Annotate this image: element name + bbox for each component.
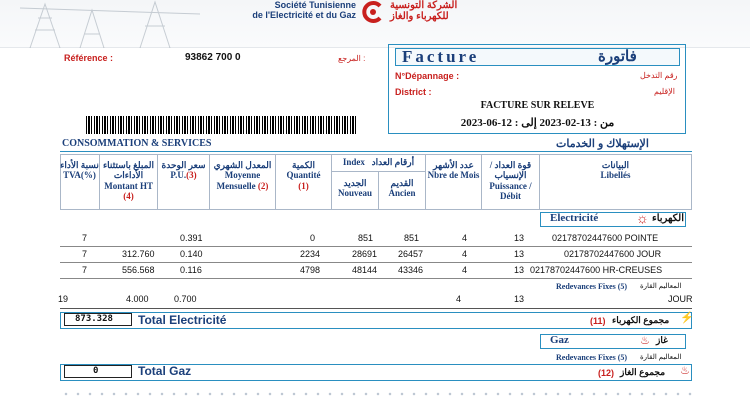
col-ancien: القديم Ancien <box>379 172 426 210</box>
cell-nouveau: 851 <box>358 233 374 243</box>
sun-icon: ☼ <box>636 210 649 226</box>
col-pu: سعر الوحدة P.U.(3) <box>158 154 210 210</box>
cell-mois: 4 <box>462 233 468 243</box>
divider <box>60 308 692 309</box>
cell-pu: 0.700 <box>174 294 197 304</box>
table-row <box>60 231 692 247</box>
table-row <box>60 263 692 279</box>
section-rule <box>60 151 692 152</box>
company-name-ar: الشركة التونسية للكهرباء والغاز <box>390 0 458 22</box>
total-electricite-label: Total Electricité <box>138 313 227 327</box>
cell-puissance: 13 <box>514 265 525 275</box>
releve-title: FACTURE SUR RELEVE <box>480 100 595 111</box>
gas-icon: ♨ <box>680 365 690 377</box>
district-label-ar: الإقليم <box>654 87 675 96</box>
cell-puissance: 13 <box>514 233 525 243</box>
cell-tva: 7 <box>82 249 88 259</box>
section-title-fr: CONSOMMATION & SERVICES <box>62 138 212 149</box>
cell-pu: 0.140 <box>180 249 203 259</box>
cell-libelle: 02178702447600 HR-CREUSES <box>530 265 663 275</box>
col-puissance: قوة العداد / الإنسياب Puissance / Débit <box>482 154 540 210</box>
total-gaz-num: (12) <box>598 368 615 378</box>
facture-title-ar: فاتورة <box>598 48 637 65</box>
cell-tva: 19 <box>58 294 69 304</box>
cell-pu: 0.116 <box>180 265 202 275</box>
billing-period: من : 13-02-2023 إلى : 12-06-2023 <box>460 117 615 129</box>
redevances-label-ar: المعاليم القارة <box>640 283 682 290</box>
total-gaz-value: 0 <box>64 365 132 378</box>
pylon-illustration <box>20 0 200 48</box>
cell-quantite: 4798 <box>300 265 321 275</box>
depannage-label-ar: رقم التدخل <box>640 71 678 80</box>
depannage-label: N°Dépannage : <box>395 71 460 81</box>
electricite-title-fr: Electricité <box>550 212 599 224</box>
reference-value: 93862 700 0 <box>185 52 241 63</box>
company-name-fr: Société Tunisienne de l'Electricité et du Gaz <box>252 0 356 20</box>
cell-ancien: 26457 <box>398 249 424 259</box>
flame-icon: ♨ <box>640 335 650 347</box>
table-row <box>60 292 692 308</box>
total-electricite-ar: مجموع الكهرباء <box>612 315 670 325</box>
reference-label: Référence : <box>64 53 114 63</box>
col-tva: نسبة الأداء TVA(%) <box>60 154 100 210</box>
cell-quantite: 0 <box>310 233 316 243</box>
cell-puissance: 13 <box>514 294 525 304</box>
cell-montant: 312.760 <box>122 249 155 259</box>
cell-ancien: 43346 <box>398 265 424 275</box>
index-group: Index أرقام العداد <box>332 154 426 172</box>
cell-tva: 7 <box>82 265 88 275</box>
gaz-title-ar: غاز <box>656 335 668 345</box>
steg-logo-icon <box>361 0 385 24</box>
cell-montant: 556.568 <box>122 265 155 275</box>
section-title-ar: الإستهلاك و الخدمات <box>556 138 649 150</box>
table-row <box>60 247 692 263</box>
total-electricite-value: 873.328 <box>64 313 132 326</box>
cell-libelle: 02178702447600 POINTE <box>552 233 659 243</box>
col-nouveau: الجديد Nouveau <box>332 172 379 210</box>
col-moyenne: المعدل الشهري Moyenne Mensuelle (2) <box>210 154 276 210</box>
col-quantite: الكمية Quantité (1) <box>276 154 332 210</box>
electricite-title-ar: الكهرباء <box>652 213 685 224</box>
cell-nouveau: 48144 <box>352 265 378 275</box>
cell-nouveau: 28691 <box>352 249 378 259</box>
cell-mois: 4 <box>456 294 462 304</box>
barcode <box>86 116 358 134</box>
facture-title-fr: Facture <box>402 47 480 66</box>
total-gaz-label: Total Gaz <box>138 364 192 378</box>
bolt-icon: ⚡ <box>680 312 694 324</box>
cell-montant: 4.000 <box>126 294 149 304</box>
cell-libelle: JOUR <box>668 294 693 304</box>
gaz-redevances-label-ar: المعاليم القارة <box>640 354 682 361</box>
reference-label-ar: المرجع : <box>338 54 366 63</box>
total-gaz-ar: مجموع الغاز <box>620 367 666 377</box>
district-label: District : <box>395 87 432 97</box>
gaz-redevances-label: Redevances Fixes (5) <box>556 353 628 362</box>
gaz-title-fr: Gaz <box>550 334 569 346</box>
cell-pu: 0.391 <box>180 233 203 243</box>
col-libelles: البيانات Libellés <box>540 154 692 210</box>
cell-quantite: 2234 <box>300 249 321 259</box>
col-mois: عدد الأشهر Nbre de Mois <box>426 154 482 210</box>
cell-ancien: 851 <box>404 233 420 243</box>
redevances-label: Redevances Fixes (5) <box>556 282 628 291</box>
cell-mois: 4 <box>462 265 468 275</box>
col-montant: المبلغ باستثناء الأداءات Montant HT (4) <box>100 154 158 210</box>
cell-tva: 7 <box>82 233 88 243</box>
total-electricite-num: (11) <box>590 316 606 326</box>
footer-pattern <box>60 390 692 398</box>
cell-libelle: 02178702447600 JOUR <box>564 249 662 259</box>
cell-mois: 4 <box>462 249 468 259</box>
cell-puissance: 13 <box>514 249 525 259</box>
